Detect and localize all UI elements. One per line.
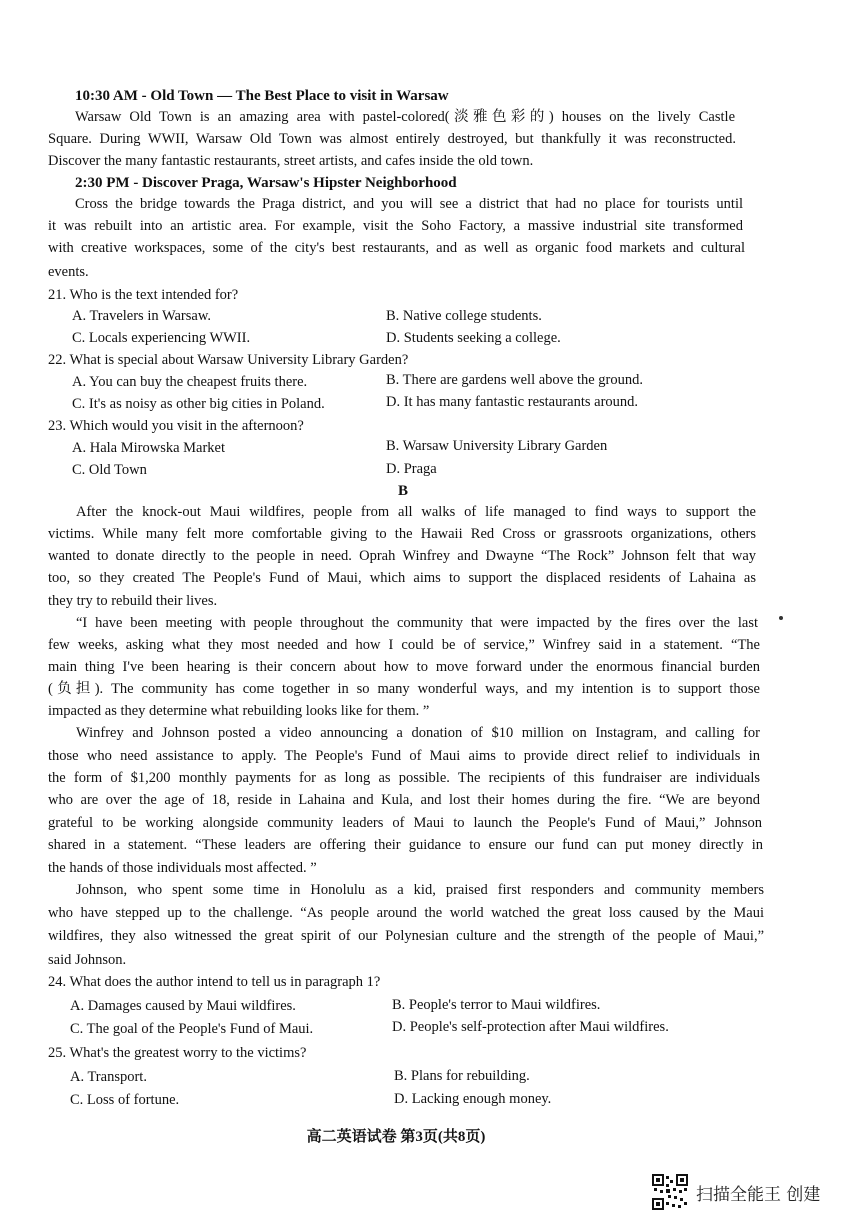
q25-option-a: A. Transport.	[70, 1069, 147, 1085]
b-p4-line2: who have stepped up to the challenge. “As people around the world watched the great loss caused by the Maui	[48, 905, 764, 921]
q21-stem: 21. Who is the text intended for?	[48, 287, 239, 303]
b-p2-line3: main thing I've been hearing is their concern about how to move forward under the enormous financial burden	[48, 659, 760, 675]
q24-option-d: D. People's self-protection after Maui wildfires.	[392, 1019, 669, 1035]
q24-stem: 24. What does the author intend to tell us in paragraph 1?	[48, 974, 381, 990]
para2-line2: it was rebuilt into an artistic area. For example, visit the Soho Factory, a massive industrial site transformed	[48, 218, 743, 234]
b-p1-line2: victims. While many felt more comfortable giving to the Hawaii Red Cross or grassroots organizations, others	[48, 526, 756, 542]
scanner-watermark	[652, 1172, 852, 1212]
b-p2-line5: impacted as they determine what rebuilding looks like for them. ”	[48, 703, 430, 719]
q23-option-d: D. Praga	[386, 461, 437, 477]
q24-option-a: A. Damages caused by Maui wildfires.	[70, 998, 296, 1014]
b-p3-line2: those who need assistance to apply. The People's Fund of Maui aims to provide direct relief to individuals in	[48, 748, 760, 764]
watermark-text: 扫描全能王 创建	[696, 1184, 821, 1205]
para1-line1: Warsaw Old Town is an amazing area with pastel-colored(淡雅色彩的) houses on the lively Castle	[75, 109, 735, 125]
b-p1-line4: too, so they created The People's Fund of Maui, which aims to support the displaced residents of Lahaina as	[48, 570, 756, 586]
b-p3-line1: Winfrey and Johnson posted a video announcing a donation of $10 million on Instagram, and calling for	[76, 725, 760, 741]
b-p4-line3: wildfires, they also witnessed the great spirit of our Polynesian culture and the strength of the people of Maui,”	[48, 928, 764, 944]
para2-line4: events.	[48, 264, 89, 280]
q21-option-c: C. Locals experiencing WWII.	[72, 330, 251, 346]
q24-option-b: B. People's terror to Maui wildfires.	[392, 997, 601, 1013]
q22-option-b: B. There are gardens well above the ground.	[386, 372, 644, 388]
q25-option-c: C. Loss of fortune.	[70, 1092, 180, 1108]
q23-option-b: B. Warsaw University Library Garden	[386, 438, 608, 454]
page-footer: 高二英语试卷 第3页(共8页)	[306, 1129, 486, 1145]
b-p1-line3: wanted to donate directly to the people in need. Oprah Winfrey and Dwayne “The Rock” Johnson felt that way	[48, 548, 756, 564]
b-p1-line1: After the knock-out Maui wildfires, people from all walks of life managed to find ways to support the	[76, 504, 756, 520]
b-p3-line7: the hands of those individuals most affected. ”	[48, 860, 317, 876]
q24-option-c: C. The goal of the People's Fund of Maui.	[70, 1021, 314, 1037]
para2-line1: Cross the bridge towards the Praga district, and you will see a district that had no place for tourists until	[75, 196, 743, 212]
q22-option-a: A. You can buy the cheapest fruits there.	[72, 374, 308, 390]
q21-option-d: D. Students seeking a college.	[386, 330, 561, 346]
qr-code-icon	[652, 1174, 688, 1210]
b-p2-line2: few weeks, asking what they most needed and how I could be of service,” Winfrey said in a statement. “The	[48, 637, 760, 653]
q23-stem: 23. Which would you visit in the afternoon?	[48, 418, 304, 434]
b-p1-line5: they try to rebuild their lives.	[48, 593, 218, 609]
b-p2-line4: (负担). The community has come together in so many wonderful ways, and my intention is to support those	[48, 681, 760, 697]
b-p3-line3: the form of $1,200 monthly payments for as long as possible. The recipients of this fundraiser are individuals	[48, 770, 760, 786]
section-b-label: B	[397, 483, 408, 499]
q25-option-b: B. Plans for rebuilding.	[394, 1068, 530, 1084]
q21-option-a: A. Travelers in Warsaw.	[72, 308, 211, 324]
q23-option-c: C. Old Town	[72, 462, 147, 478]
q22-stem: 22. What is special about Warsaw University Library Garden?	[48, 352, 409, 368]
q25-stem: 25. What's the greatest worry to the victims?	[48, 1045, 307, 1061]
para1-line3: Discover the many fantastic restaurants, street artists, and cafes inside the old town.	[48, 153, 534, 169]
b-p3-line5: grateful to be working alongside community leaders of Maui to launch the People's Fund of Maui,” Johnson	[48, 815, 762, 831]
stray-dot-mark	[779, 616, 783, 620]
q22-option-c: C. It's as noisy as other big cities in Poland.	[72, 396, 325, 412]
heading-praga: 2:30 PM - Discover Praga, Warsaw's Hipster Neighborhood	[75, 175, 457, 191]
q25-option-d: D. Lacking enough money.	[394, 1091, 552, 1107]
b-p2-line1: “I have been meeting with people throughout the community that were impacted by the fires over the last	[76, 615, 758, 631]
q23-option-a: A. Hala Mirowska Market	[72, 440, 226, 456]
q22-option-d: D. It has many fantastic restaurants around.	[386, 394, 639, 410]
q21-option-b: B. Native college students.	[386, 308, 542, 324]
b-p4-line1: Johnson, who spent some time in Honolulu as a kid, praised first responders and community members	[76, 882, 764, 898]
b-p3-line4: who are over the age of 18, reside in Lahaina and Kula, and lost their homes during the fire. “We are beyond	[48, 792, 760, 808]
b-p3-line6: shared in a statement. “These leaders are offering their guidance to ensure our fund can put money directly in	[48, 837, 763, 853]
b-p4-line4: said Johnson.	[48, 952, 127, 968]
para2-line3: with creative workspaces, some of the city's best restaurants, and as well as organic food markets and cultural	[48, 240, 745, 256]
para1-line2: Square. During WWII, Warsaw Old Town was almost entirely destroyed, but thankfully it was reconstructed.	[48, 131, 736, 147]
heading-old-town: 10:30 AM - Old Town — The Best Place to visit in Warsaw	[75, 88, 449, 104]
